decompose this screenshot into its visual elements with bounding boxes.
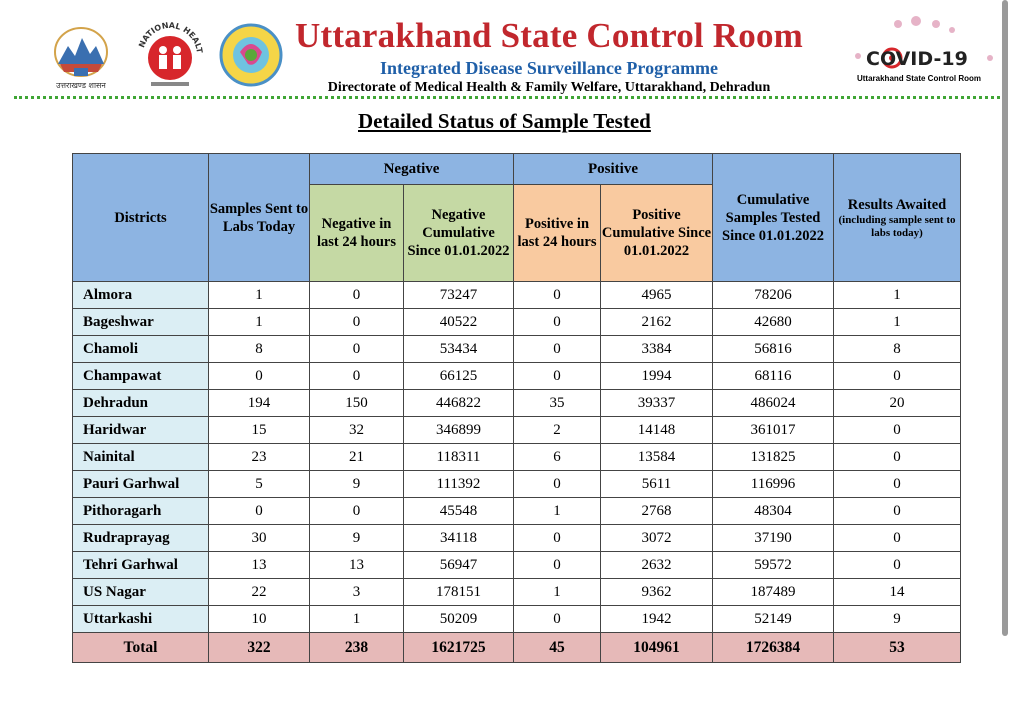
nhm-ring-text: NATIONAL HEALT — [137, 20, 204, 54]
emblem-caption: उत्तराखण्ड शासन — [56, 81, 106, 90]
table-body — [73, 282, 961, 663]
table-cell: 0 — [514, 363, 601, 390]
directorate-line: Directorate of Medical Health & Family Welfare, Uttarakhand, Dehradun — [327, 80, 771, 95]
header-group-negative: Negative — [310, 154, 514, 185]
district-name-cell: Champawat — [73, 363, 209, 390]
table-cell: 9362 — [601, 579, 713, 606]
table-cell: 45548 — [404, 498, 514, 525]
district-name-cell: Haridwar — [73, 417, 209, 444]
table-cell: 8 — [209, 336, 310, 363]
table-cell: 1 — [834, 282, 961, 309]
table-cell: 131825 — [713, 444, 834, 471]
district-name-cell: Chamoli — [73, 336, 209, 363]
idsp-logo-icon — [218, 22, 284, 88]
header-results-awaited-label: Results Awaited — [847, 196, 947, 213]
table-row — [73, 606, 961, 633]
total-cell: 1726384 — [713, 633, 834, 663]
table-cell: 0 — [209, 363, 310, 390]
table-cell: 0 — [310, 363, 404, 390]
table-cell: 0 — [514, 525, 601, 552]
header-group-positive: Positive — [514, 154, 713, 185]
table-cell: 56816 — [713, 336, 834, 363]
table-cell: 111392 — [404, 471, 514, 498]
header-results-awaited-note: (including sample sent to labs today) — [838, 213, 956, 239]
table-row — [73, 417, 961, 444]
table-row — [73, 390, 961, 417]
table-cell: 0 — [834, 525, 961, 552]
table-cell: 22 — [209, 579, 310, 606]
table-cell: 2632 — [601, 552, 713, 579]
table-cell: 116996 — [713, 471, 834, 498]
table-cell: 178151 — [404, 579, 514, 606]
header-negative-24h: Negative in last 24 hours — [310, 185, 404, 282]
uttarakhand-govt-emblem-icon — [44, 24, 118, 94]
table-cell: 32 — [310, 417, 404, 444]
table-row — [73, 579, 961, 606]
table-cell: 3072 — [601, 525, 713, 552]
table-cell: 2162 — [601, 309, 713, 336]
table-cell: 14148 — [601, 417, 713, 444]
table-cell: 0 — [310, 282, 404, 309]
table-cell: 10 — [209, 606, 310, 633]
table-cell: 0 — [209, 498, 310, 525]
table-cell: 1 — [209, 282, 310, 309]
table-cell: 9 — [310, 525, 404, 552]
table-cell: 6 — [514, 444, 601, 471]
table-cell: 1 — [834, 309, 961, 336]
table-row — [73, 498, 961, 525]
table-cell: 53434 — [404, 336, 514, 363]
table-cell: 486024 — [713, 390, 834, 417]
table-cell: 1 — [209, 309, 310, 336]
table-cell: 0 — [834, 552, 961, 579]
district-name-cell: Tehri Garhwal — [73, 552, 209, 579]
table-cell: 56947 — [404, 552, 514, 579]
table-row — [73, 363, 961, 390]
header-positive-cumulative: Positive Cumulative Since 01.01.2022 — [601, 185, 713, 282]
table-cell: 13584 — [601, 444, 713, 471]
total-cell: 104961 — [601, 633, 713, 663]
table-cell: 14 — [834, 579, 961, 606]
table-cell: 150 — [310, 390, 404, 417]
total-cell: 322 — [209, 633, 310, 663]
table-cell: 0 — [514, 552, 601, 579]
district-name-cell: US Nagar — [73, 579, 209, 606]
table-cell: 59572 — [713, 552, 834, 579]
table-cell: 13 — [310, 552, 404, 579]
table-cell: 1942 — [601, 606, 713, 633]
total-cell: 1621725 — [404, 633, 514, 663]
covid-logo-text: COVID-19 — [866, 48, 968, 70]
page-title: Uttarakhand State Control Room — [295, 16, 803, 55]
table-cell: 446822 — [404, 390, 514, 417]
table-cell: 52149 — [713, 606, 834, 633]
table-cell: 21 — [310, 444, 404, 471]
district-name-cell: Uttarkashi — [73, 606, 209, 633]
table-cell: 30 — [209, 525, 310, 552]
total-label-cell: Total — [73, 633, 209, 663]
table-cell: 0 — [514, 282, 601, 309]
table-cell: 2768 — [601, 498, 713, 525]
table-cell: 66125 — [404, 363, 514, 390]
table-cell: 187489 — [713, 579, 834, 606]
table-cell: 0 — [514, 309, 601, 336]
table-cell: 0 — [834, 444, 961, 471]
table-cell: 2 — [514, 417, 601, 444]
table-cell: 9 — [834, 606, 961, 633]
table-cell: 5 — [209, 471, 310, 498]
table-row — [73, 309, 961, 336]
table-cell: 3384 — [601, 336, 713, 363]
table-cell: 346899 — [404, 417, 514, 444]
district-name-cell: Almora — [73, 282, 209, 309]
table-cell: 1994 — [601, 363, 713, 390]
table-cell: 15 — [209, 417, 310, 444]
table-cell: 0 — [514, 471, 601, 498]
national-health-mission-logo-icon — [133, 18, 207, 92]
table-cell: 0 — [514, 606, 601, 633]
table-cell: 0 — [310, 336, 404, 363]
district-name-cell: Bageshwar — [73, 309, 209, 336]
table-cell: 361017 — [713, 417, 834, 444]
table-cell: 20 — [834, 390, 961, 417]
table-cell: 0 — [514, 336, 601, 363]
covid-logo-subtitle: Uttarakhand State Control Room — [856, 74, 981, 83]
table-cell: 5611 — [601, 471, 713, 498]
table-cell: 0 — [834, 498, 961, 525]
table-cell: 1 — [514, 579, 601, 606]
table-cell: 0 — [834, 417, 961, 444]
table-cell: 68116 — [713, 363, 834, 390]
header-negative-cumulative: Negative Cumulative Since 01.01.2022 — [404, 185, 514, 282]
total-row — [73, 633, 961, 663]
district-name-cell: Dehradun — [73, 390, 209, 417]
table-cell: 48304 — [713, 498, 834, 525]
vertical-scrollbar[interactable] — [1002, 0, 1008, 636]
total-cell: 45 — [514, 633, 601, 663]
table-row — [73, 552, 961, 579]
table-row — [73, 336, 961, 363]
table-cell: 1 — [514, 498, 601, 525]
table-cell: 37190 — [713, 525, 834, 552]
header-results-awaited — [834, 154, 961, 282]
table-cell: 42680 — [713, 309, 834, 336]
table-cell: 35 — [514, 390, 601, 417]
total-cell: 238 — [310, 633, 404, 663]
total-cell: 53 — [834, 633, 961, 663]
table-cell: 0 — [834, 363, 961, 390]
district-name-cell: Pauri Garhwal — [73, 471, 209, 498]
table-cell: 34118 — [404, 525, 514, 552]
table-cell: 39337 — [601, 390, 713, 417]
table-cell: 194 — [209, 390, 310, 417]
table-cell: 73247 — [404, 282, 514, 309]
programme-subtitle: Integrated Disease Surveillance Programme — [379, 58, 719, 78]
district-name-cell: Rudraprayag — [73, 525, 209, 552]
table-row — [73, 444, 961, 471]
table-row — [73, 282, 961, 309]
report-heading: Detailed Status of Sample Tested — [358, 109, 651, 133]
district-name-cell: Nainital — [73, 444, 209, 471]
table-cell: 0 — [310, 309, 404, 336]
header-districts: Districts — [73, 154, 209, 282]
table-cell: 13 — [209, 552, 310, 579]
table-row — [73, 525, 961, 552]
table-cell: 78206 — [713, 282, 834, 309]
district-name-cell: Pithoragarh — [73, 498, 209, 525]
header-samples-sent-today: Samples Sent to Labs Today — [209, 154, 310, 282]
table-cell: 50209 — [404, 606, 514, 633]
table-cell: 9 — [310, 471, 404, 498]
header-divider — [14, 96, 1000, 99]
header-positive-24h: Positive in last 24 hours — [514, 185, 601, 282]
table-cell: 23 — [209, 444, 310, 471]
table-cell: 40522 — [404, 309, 514, 336]
table-cell: 118311 — [404, 444, 514, 471]
table-cell: 4965 — [601, 282, 713, 309]
table-cell: 8 — [834, 336, 961, 363]
table-row — [73, 471, 961, 498]
table-cell: 1 — [310, 606, 404, 633]
table-cell: 0 — [834, 471, 961, 498]
sample-status-table — [72, 153, 961, 663]
table-cell: 0 — [310, 498, 404, 525]
table-cell: 3 — [310, 579, 404, 606]
header-cumulative-tested: Cumulative Samples Tested Since 01.01.2022 — [713, 154, 834, 282]
